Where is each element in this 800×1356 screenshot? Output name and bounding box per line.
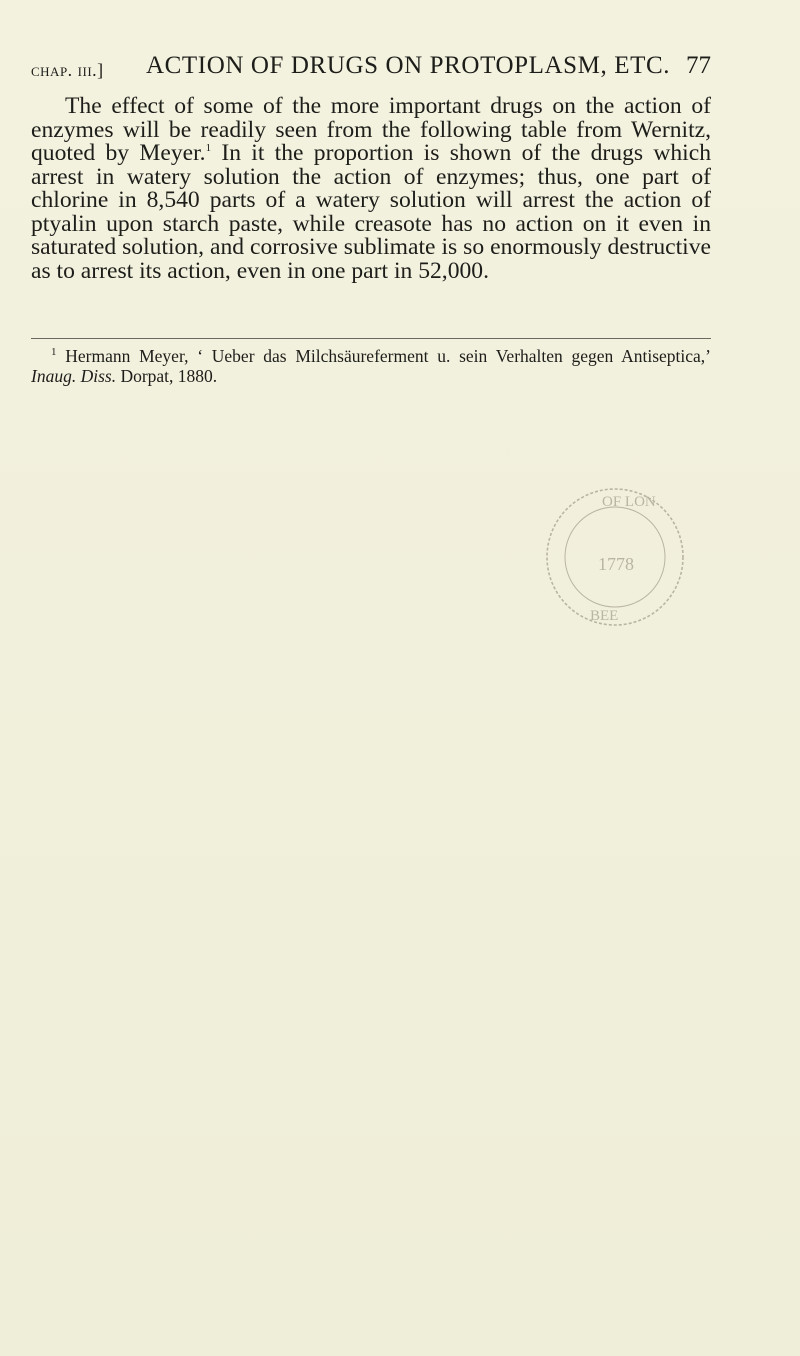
- footnote-text-part-2: Dorpat, 1880.: [116, 366, 218, 386]
- body-text-part-2: In it the proportion is shown of the drugs which arrest in watery solution the action of enzymes; thus, one part of chlorine in 8,540 parts of a watery solution will arrest the action of ptyalin upon starch paste, while creasote has no action on it even in saturated solution, and corrosive sublimate is so enormously destructive as to arrest its action, even in one part in 52,000.: [31, 140, 712, 284]
- footnote: [31, 346, 711, 386]
- footnote-divider: [31, 338, 711, 339]
- body-text-part-1: The effect of some of the more important drugs on the action of enzymes will be readily seen from the following table from Wernitz, quoted by Meyer.: [31, 93, 711, 166]
- body-paragraph: [31, 95, 711, 283]
- stamp-text-bottom: BEE: [590, 608, 619, 624]
- running-title: ACTION OF DRUGS ON PROTOPLASM, ETC.: [146, 52, 671, 79]
- library-stamp: [540, 482, 690, 632]
- page-number: 77: [686, 52, 711, 79]
- footnote-mark: 1: [51, 346, 57, 359]
- stamp-text-middle: 1778: [598, 554, 634, 574]
- footnote-text-part-1: Hermann Meyer, ‘ Ueber das Milchsäureferment u. sein Verhalten gegen Antiseptica,’: [56, 346, 711, 366]
- footnote-reference: 1: [205, 142, 212, 155]
- running-header: [31, 52, 711, 88]
- chapter-label: chap. iii.]: [31, 60, 104, 80]
- footnote-italic-text: Inaug. Diss.: [31, 366, 117, 386]
- stamp-text-top: OF LON: [602, 494, 656, 510]
